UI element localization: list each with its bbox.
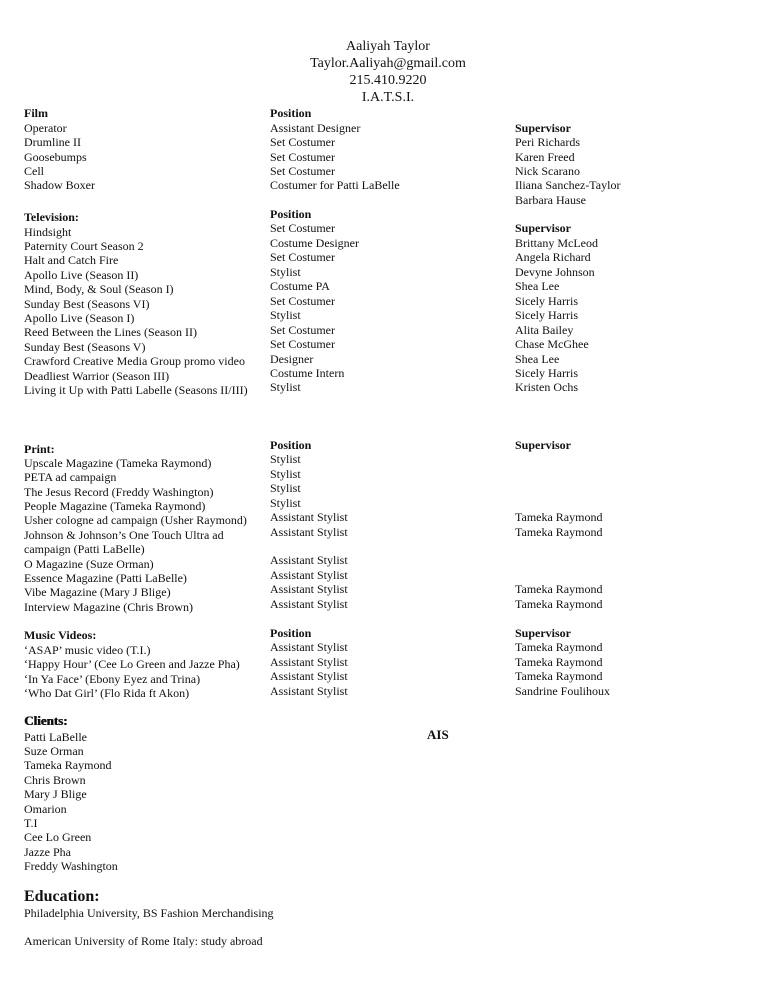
phone: 215.410.9220 (349, 73, 427, 88)
television-position: Set Costumer (270, 250, 335, 264)
education-heading: Education: (24, 888, 100, 905)
music-video-position: Assistant Stylist (270, 640, 348, 654)
print-supervisor: Tameka Raymond (515, 582, 603, 596)
television-supervisor: Chase McGhee (515, 337, 589, 351)
film-title: Drumline II (24, 135, 81, 149)
print-heading: Print: (24, 442, 55, 456)
music-video-supervisor: Sandrine Foulihoux (515, 684, 610, 698)
television-supervisor: Sicely Harris (515, 294, 578, 308)
film-title: Shadow Boxer (24, 178, 95, 192)
resume-name: Aaliyah Taylor (346, 39, 430, 54)
television-position: Costume PA (270, 279, 330, 293)
print-position: Assistant Stylist (270, 553, 348, 567)
television-supervisor: Sicely Harris (515, 366, 578, 380)
television-position: Stylist (270, 308, 301, 322)
television-title: Halt and Catch Fire (24, 253, 119, 267)
music-video-title: ‘Happy Hour’ (Cee Lo Green and Jazze Pha) (24, 657, 240, 671)
film-supervisor: Barbara Hause (515, 193, 586, 207)
television-title: Living it Up with Patti Labelle (Seasons II/III) (24, 383, 248, 397)
television-supervisor: Shea Lee (515, 279, 560, 293)
television-position: Stylist (270, 380, 301, 394)
television-supervisor: Shea Lee (515, 352, 560, 366)
television-supervisor: Sicely Harris (515, 308, 578, 322)
television-title: Crawford Creative Media Group promo video (24, 354, 245, 368)
television-position-heading: Position (270, 207, 312, 221)
film-position: Assistant Designer (270, 121, 361, 135)
television-position: Costume Intern (270, 366, 345, 380)
print-title: Usher cologne ad campaign (Usher Raymond) (24, 513, 247, 527)
music-videos-supervisor-heading: Supervisor (515, 626, 572, 640)
television-supervisor: Devyne Johnson (515, 265, 595, 279)
print-supervisor: Tameka Raymond (515, 510, 603, 524)
ais-mark: AIS (427, 727, 449, 742)
client-item: T.I (24, 816, 38, 830)
client-item: Omarion (24, 802, 67, 816)
email[interactable]: Taylor.Aaliyah@gmail.com (310, 56, 466, 71)
music-video-supervisor: Tameka Raymond (515, 640, 603, 654)
print-position: Assistant Stylist (270, 568, 348, 582)
television-position: Set Costumer (270, 221, 335, 235)
film-supervisor-heading: Supervisor (515, 121, 572, 135)
music-video-title: ‘ASAP’ music video (T.I.) (24, 643, 151, 657)
print-supervisor: Tameka Raymond (515, 525, 603, 539)
film-supervisor: Karen Freed (515, 150, 575, 164)
print-supervisor-heading: Supervisor (515, 438, 572, 452)
television-supervisor-heading: Supervisor (515, 221, 572, 235)
film-position: Set Costumer (270, 164, 335, 178)
print-position: Assistant Stylist (270, 582, 348, 596)
television-supervisor: Kristen Ochs (515, 380, 578, 394)
clients-heading: Clients: (24, 713, 68, 728)
print-position: Stylist (270, 467, 301, 481)
print-title: People Magazine (Tameka Raymond) (24, 499, 206, 513)
music-video-title: ‘Who Dat Girl’ (Flo Rida ft Akon) (24, 686, 190, 700)
client-item: Jazze Pha (24, 845, 71, 859)
music-video-position: Assistant Stylist (270, 655, 348, 669)
film-position: Costumer for Patti LaBelle (270, 178, 400, 192)
television-supervisor: Alita Bailey (515, 323, 574, 337)
film-position: Set Costumer (270, 150, 335, 164)
print-position: Assistant Stylist (270, 525, 348, 539)
print-position: Stylist (270, 496, 301, 510)
print-position: Stylist (270, 481, 301, 495)
music-video-position: Assistant Stylist (270, 684, 348, 698)
print-title: Vibe Magazine (Mary J Blige) (24, 585, 171, 599)
print-position: Stylist (270, 452, 301, 466)
client-item: Chris Brown (24, 773, 86, 787)
client-item: Suze Orman (24, 744, 84, 758)
client-item: Freddy Washington (24, 859, 118, 873)
television-position: Set Costumer (270, 337, 335, 351)
print-title: campaign (Patti LaBelle) (24, 542, 145, 556)
television-title: Reed Between the Lines (Season II) (24, 325, 197, 339)
television-title: Paternity Court Season 2 (24, 239, 144, 253)
print-supervisor: Tameka Raymond (515, 597, 603, 611)
education-item: Philadelphia University, BS Fashion Merchandising (24, 906, 274, 920)
print-title: Upscale Magazine (Tameka Raymond) (24, 456, 212, 470)
television-position: Set Costumer (270, 294, 335, 308)
television-heading: Television: (24, 210, 79, 224)
film-title: Cell (24, 164, 44, 178)
film-supervisor: Iliana Sanchez-Taylor (515, 178, 621, 192)
television-position: Stylist (270, 265, 301, 279)
television-supervisor: Brittany McLeod (515, 236, 598, 250)
print-title: Johnson & Johnson’s One Touch Ultra ad (24, 528, 224, 542)
film-supervisor: Nick Scarano (515, 164, 580, 178)
television-position: Costume Designer (270, 236, 359, 250)
print-position: Assistant Stylist (270, 597, 348, 611)
film-heading: Film (24, 106, 48, 120)
client-item: Tameka Raymond (24, 758, 112, 772)
television-title: Apollo Live (Season I) (24, 311, 135, 325)
print-title: PETA ad campaign (24, 470, 117, 484)
film-supervisor: Peri Richards (515, 135, 580, 149)
television-supervisor: Angela Richard (515, 250, 591, 264)
client-item: Patti LaBelle (24, 730, 87, 744)
television-title: Sunday Best (Seasons V) (24, 340, 146, 354)
television-title: Mind, Body, & Soul (Season I) (24, 282, 174, 296)
music-videos-heading: Music Videos: (24, 628, 97, 642)
print-position-heading: Position (270, 438, 312, 452)
print-position: Assistant Stylist (270, 510, 348, 524)
music-videos-position-heading: Position (270, 626, 312, 640)
client-item: Mary J Blige (24, 787, 87, 801)
print-title: Essence Magazine (Patti LaBelle) (24, 571, 187, 585)
music-video-supervisor: Tameka Raymond (515, 669, 603, 683)
film-position: Set Costumer (270, 135, 335, 149)
television-title: Apollo Live (Season II) (24, 268, 139, 282)
television-title: Deadliest Warrior (Season III) (24, 369, 170, 383)
education-item: American University of Rome Italy: study abroad (24, 934, 263, 948)
music-video-position: Assistant Stylist (270, 669, 348, 683)
television-position: Set Costumer (270, 323, 335, 337)
client-item: Cee Lo Green (24, 830, 92, 844)
film-position-heading: Position (270, 106, 312, 120)
television-title: Hindsight (24, 225, 72, 239)
music-video-supervisor: Tameka Raymond (515, 655, 603, 669)
film-title: Goosebumps (24, 150, 87, 164)
television-position: Designer (270, 352, 314, 366)
print-title: The Jesus Record (Freddy Washington) (24, 485, 214, 499)
music-video-title: ‘In Ya Face’ (Ebony Eyez and Trina) (24, 672, 201, 686)
print-title: O Magazine (Suze Orman) (24, 557, 154, 571)
film-title: Operator (24, 121, 67, 135)
television-title: Sunday Best (Seasons VI) (24, 297, 150, 311)
union: I.A.T.S.I. (361, 90, 415, 105)
print-title: Interview Magazine (Chris Brown) (24, 600, 193, 614)
